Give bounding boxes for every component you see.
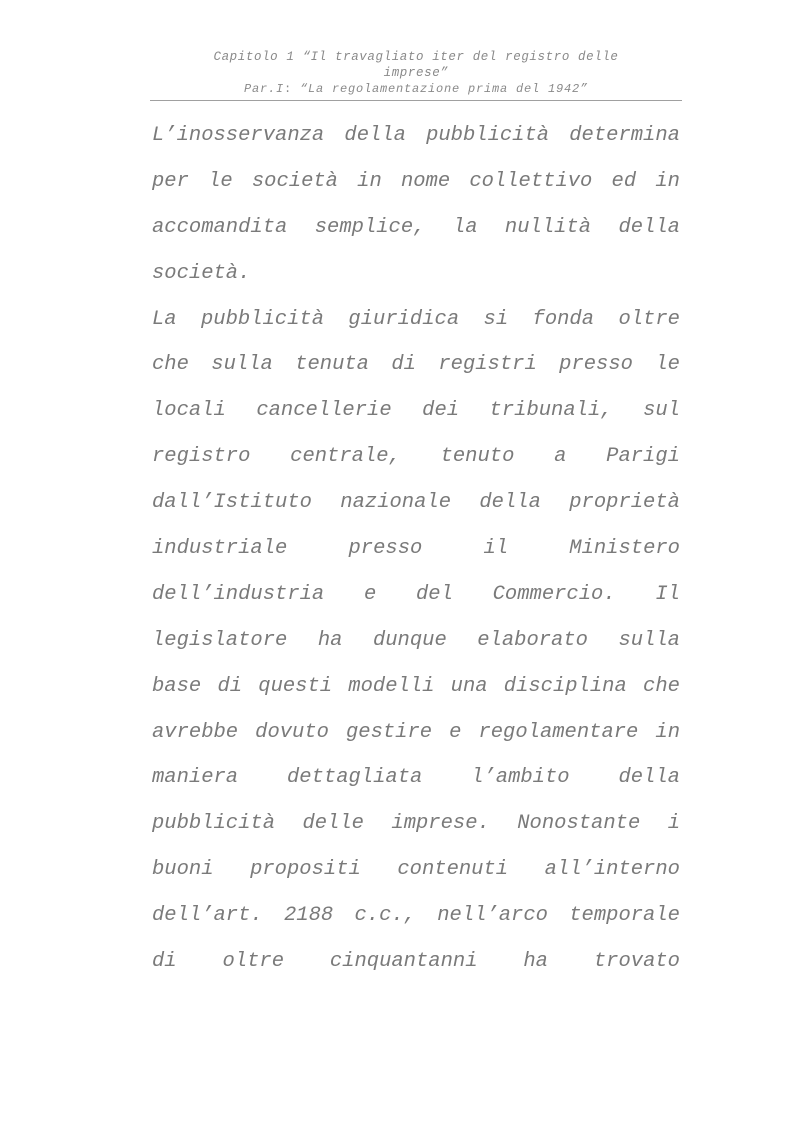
- word: del: [415, 582, 453, 606]
- header-paragraph-label: Par.I: [243, 82, 284, 96]
- word: della: [344, 124, 406, 147]
- text-line: [152, 251, 680, 297]
- word: legislatore: [152, 628, 288, 652]
- text-line: [152, 893, 680, 939]
- word: che: [152, 353, 189, 377]
- word: della: [618, 766, 680, 790]
- word: tenuta: [295, 353, 369, 377]
- text-line: [152, 205, 680, 251]
- body-text: [152, 113, 680, 985]
- word: di: [391, 353, 416, 377]
- text-line: [152, 618, 680, 664]
- word: il: [483, 537, 509, 561]
- word: giuridica: [348, 307, 460, 331]
- word: dunque: [372, 628, 447, 652]
- word: per: [152, 169, 189, 193]
- word: le: [655, 353, 680, 377]
- word: buoni: [152, 858, 214, 882]
- word: temporale: [569, 904, 680, 928]
- word: 2188: [283, 904, 334, 928]
- word: maniera: [152, 766, 239, 790]
- text-line: [152, 480, 680, 526]
- word: imprese.: [391, 812, 490, 836]
- word: di: [152, 950, 177, 974]
- word: della: [479, 491, 541, 515]
- word: dall’Istituto: [152, 491, 312, 515]
- text-line: [152, 664, 680, 710]
- word: si: [483, 307, 509, 331]
- word: dell’industria: [152, 582, 325, 606]
- word: le: [208, 169, 233, 193]
- text-line: [152, 572, 680, 618]
- text-line: [152, 388, 680, 434]
- text-line: [152, 847, 680, 893]
- word: cinquantanni: [329, 950, 478, 974]
- text-line: [152, 526, 680, 572]
- word: una: [450, 674, 488, 698]
- word: e: [363, 582, 377, 606]
- word: cancellerie: [256, 399, 392, 423]
- running-header: [150, 49, 682, 97]
- word: industriale: [152, 537, 288, 561]
- word: fonda: [532, 307, 595, 331]
- word: tribunali,: [489, 399, 613, 423]
- word: Il: [655, 582, 680, 606]
- header-paragraph-line: [150, 81, 682, 97]
- text-line: [152, 159, 680, 205]
- word: c.c.,: [354, 904, 416, 928]
- word: proprietà: [569, 491, 680, 515]
- word: Commercio.: [492, 582, 616, 606]
- word: presso: [559, 353, 633, 377]
- word: questi: [258, 674, 333, 698]
- word: contenuti: [397, 858, 509, 882]
- word: i: [667, 812, 680, 836]
- word: trovato: [593, 950, 680, 974]
- word: La: [152, 307, 177, 331]
- word: ha: [317, 628, 343, 652]
- word: di: [217, 674, 243, 698]
- word: all’interno: [544, 858, 680, 882]
- word: in: [655, 720, 680, 744]
- word: modelli: [348, 674, 435, 698]
- text-line: [152, 434, 680, 480]
- word: L’inosservanza: [152, 124, 325, 147]
- word: oltre: [222, 950, 284, 974]
- text-line: [152, 939, 680, 985]
- word: presso: [348, 537, 423, 561]
- word: locali: [152, 399, 226, 423]
- word: tenuto: [440, 445, 515, 469]
- word: elaborato: [477, 628, 588, 652]
- text-line: [152, 113, 680, 159]
- word: società: [251, 169, 338, 193]
- word: nome: [400, 169, 451, 193]
- word: nazionale: [340, 491, 452, 515]
- word: nell’arco: [437, 904, 548, 928]
- word: società.: [152, 261, 251, 285]
- text-line: [152, 297, 680, 343]
- word: registro: [152, 445, 251, 469]
- word: ha: [523, 950, 548, 974]
- word: semplice,: [314, 215, 426, 239]
- header-divider: [150, 100, 682, 101]
- word: ed: [611, 169, 637, 193]
- word: pubblicità: [201, 307, 325, 331]
- word: dettagliata: [286, 766, 423, 790]
- word: Parigi: [606, 445, 680, 469]
- word: a: [554, 445, 567, 469]
- word: e: [449, 720, 462, 744]
- text-line: [152, 342, 680, 388]
- text-line: [152, 801, 680, 847]
- word: determina: [569, 124, 680, 147]
- word: collettivo: [469, 169, 593, 193]
- word: sulla: [618, 628, 680, 652]
- word: centrale,: [290, 445, 401, 469]
- word: disciplina: [503, 674, 627, 698]
- word: dovuto: [255, 720, 329, 744]
- word: l’ambito: [471, 766, 570, 790]
- word: pubblicità: [152, 812, 276, 836]
- word: sul: [643, 399, 680, 423]
- word: pubblicità: [426, 124, 550, 147]
- word: la: [452, 215, 478, 239]
- word: che: [643, 674, 680, 698]
- word: della: [618, 215, 680, 239]
- header-paragraph-title: “La regolamentazione prima del 1942”: [291, 82, 589, 96]
- word: accomandita: [152, 215, 288, 239]
- word: propositi: [250, 858, 361, 882]
- word: base: [152, 674, 202, 698]
- header-chapter-line-continued: imprese”: [383, 66, 449, 80]
- word: gestire: [345, 720, 433, 744]
- header-chapter-line: Capitolo 1 “Il travagliato iter del registro delle: [213, 50, 619, 64]
- word: in: [655, 169, 680, 193]
- word: Ministero: [569, 537, 680, 561]
- word: nullità: [504, 215, 592, 239]
- text-line: [152, 710, 680, 756]
- word: dei: [422, 399, 460, 423]
- word: regolamentare: [478, 720, 639, 744]
- header-paragraph-colon: :: [283, 82, 292, 96]
- word: dell’art.: [152, 904, 263, 928]
- word: in: [357, 169, 382, 193]
- word: delle: [302, 812, 364, 836]
- word: sulla: [211, 353, 273, 377]
- word: registri: [438, 353, 537, 377]
- word: oltre: [618, 307, 680, 331]
- word: Nonostante: [517, 812, 641, 836]
- text-line: [152, 755, 680, 801]
- word: avrebbe: [152, 720, 239, 744]
